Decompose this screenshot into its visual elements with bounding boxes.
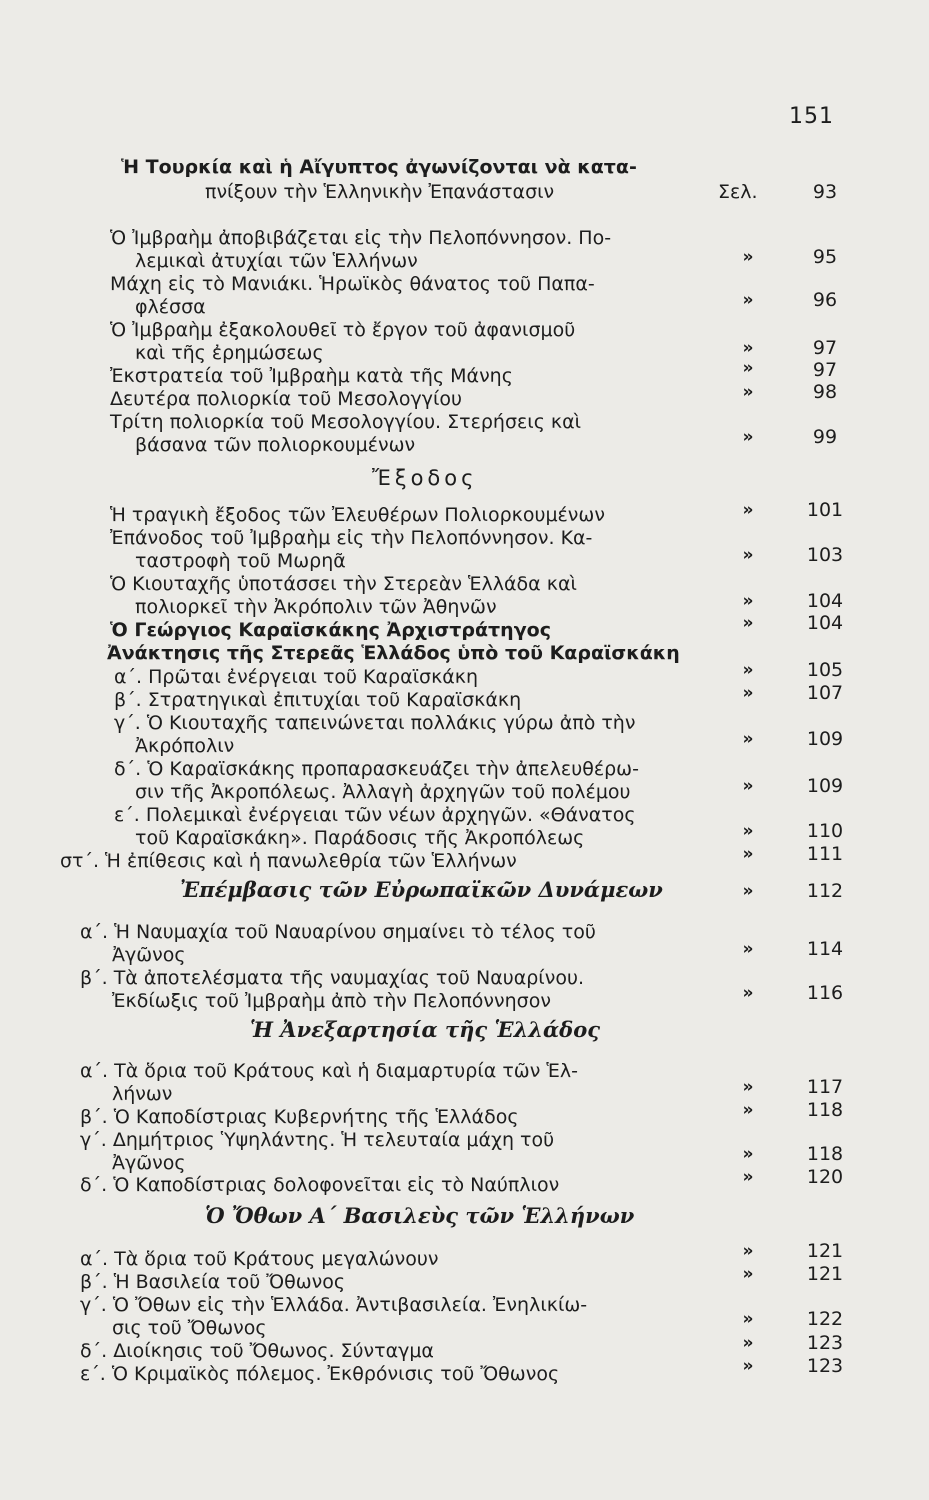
toc-entry-line: Ἐπάνοδος τοῦ Ἰμβραὴμ εἰς τὴν Πελοπόννησον. Κα- bbox=[110, 527, 593, 549]
page-ref: 118 bbox=[806, 1143, 844, 1165]
section-heading: Ἔξοδος bbox=[372, 466, 478, 490]
toc-entry-line: πολιορκεῖ τὴν Ἀκρόπολιν τῶν Ἀθηνῶν bbox=[135, 596, 497, 618]
toc-entry-line: Δευτέρα πολιορκία τοῦ Μεσολογγίου bbox=[110, 388, 463, 410]
ditto-mark: » bbox=[742, 1077, 754, 1097]
toc-entry-line: δ΄. Ὁ Καραϊσκάκης προπαρασκευάζει τὴν ἀπελευθέρω- bbox=[114, 758, 639, 780]
ditto-mark: » bbox=[742, 1144, 754, 1164]
toc-entry-line: Ὁ Γεώργιος Καραϊσκάκης Ἀρχιστράτηγος bbox=[110, 619, 551, 641]
page-ref: 114 bbox=[806, 938, 844, 960]
toc-entry-line: Μάχη εἰς τὸ Μανιάκι. Ἡρωϊκὸς θάνατος τοῦ Παπα- bbox=[110, 273, 595, 295]
page-ref: 95 bbox=[812, 246, 838, 268]
page-ref: 97 bbox=[812, 359, 838, 381]
ditto-mark: » bbox=[742, 939, 754, 959]
toc-entry-line: Ἀκρόπολιν bbox=[135, 735, 235, 757]
toc-entry-line: καὶ τῆς ἐρημώσεως bbox=[135, 342, 324, 364]
toc-entry-line: λεμικαὶ ἀτυχίαι τῶν Ἑλλήνων bbox=[135, 250, 418, 272]
toc-entry-line: στ΄. Ἡ ἐπίθεσις καὶ ἡ πανωλεθρία τῶν Ἑλλήνων bbox=[60, 850, 517, 872]
ditto-mark: » bbox=[742, 881, 754, 901]
ditto-mark: » bbox=[742, 844, 754, 864]
page-ref: 99 bbox=[812, 426, 838, 448]
toc-entry-line: Ἡ τραγικὴ ἔξοδος τῶν Ἐλευθέρων Πολιορκουμένων bbox=[110, 504, 605, 526]
sel-label: Σελ. bbox=[718, 181, 758, 203]
toc-entry-line: β΄. Τὰ ἀποτελέσματα τῆς ναυμαχίας τοῦ Ναυαρίνου. bbox=[80, 967, 584, 989]
toc-entry-line: Ἀγῶνος bbox=[112, 944, 186, 966]
toc-entry-line: Τρίτη πολιορκία τοῦ Μεσολογγίου. Στερήσεις καὶ bbox=[110, 411, 582, 433]
toc-entry-line: γ΄. Ὁ Κιουταχῆς ταπεινώνεται πολλάκις γύρω ἀπὸ τὴν bbox=[114, 712, 636, 734]
page-ref: 109 bbox=[806, 728, 844, 750]
section-heading: Ἐπέμβασις τῶν Εὐρωπαϊκῶν Δυνάμεων bbox=[180, 877, 663, 902]
toc-entry-line: β΄. Στρατηγικαὶ ἐπιτυχίαι τοῦ Καραϊσκάκη bbox=[114, 689, 522, 711]
ditto-mark: » bbox=[742, 500, 754, 520]
page-ref: 123 bbox=[806, 1332, 844, 1354]
toc-entry-line: πνίξουν τὴν Ἑλληνικὴν Ἐπανάστασιν bbox=[205, 181, 555, 203]
toc-entry-line: σιν τῆς Ἀκροπόλεως. Ἀλλαγὴ ἀρχηγῶν τοῦ πολέμου bbox=[135, 781, 631, 803]
toc-entry-line: λήνων bbox=[112, 1083, 173, 1105]
ditto-mark: » bbox=[742, 1100, 754, 1120]
page-ref: 98 bbox=[812, 381, 838, 403]
page-ref: 117 bbox=[806, 1076, 844, 1098]
ditto-mark: » bbox=[742, 821, 754, 841]
page-ref: 122 bbox=[806, 1308, 844, 1330]
ditto-mark: » bbox=[742, 1264, 754, 1284]
page-ref: 93 bbox=[812, 181, 838, 203]
section-heading: Ἡ Ἀνεξαρτησία τῆς Ἑλλάδος bbox=[250, 1017, 600, 1042]
toc-entry-line: δ΄. Ὁ Καποδίστριας δολοφονεῖται εἰς τὸ Ναύπλιον bbox=[80, 1174, 560, 1196]
ditto-mark: » bbox=[742, 545, 754, 565]
page-ref: 101 bbox=[806, 499, 844, 521]
toc-entry-line: Ἐκδίωξις τοῦ Ἰμβραὴμ ἀπὸ τὴν Πελοπόννησον bbox=[112, 990, 551, 1012]
toc-entry-line: δ΄. Διοίκησις τοῦ Ὄθωνος. Σύνταγμα bbox=[80, 1340, 434, 1362]
toc-entry-line: Ἡ Τουρκία καὶ ἡ Αἴγυπτος ἀγωνίζονται νὰ κατα- bbox=[121, 156, 637, 178]
ditto-mark: » bbox=[742, 1241, 754, 1261]
ditto-mark: » bbox=[742, 1356, 754, 1376]
page-ref: 104 bbox=[806, 590, 844, 612]
page-ref: 116 bbox=[806, 982, 844, 1004]
toc-entry-line: Ὁ Κιουταχῆς ὑποτάσσει τὴν Στερεὰν Ἑλλάδα καὶ bbox=[110, 573, 577, 595]
ditto-mark: » bbox=[742, 338, 754, 358]
toc-entry-line: β΄. Ὁ Καποδίστριας Κυβερνήτης τῆς Ἑλλάδος bbox=[80, 1106, 519, 1128]
toc-entry-line: ταστροφὴ τοῦ Μωρηᾶ bbox=[135, 550, 346, 572]
section-heading: Ὁ Ὄθων Α΄ Βασιλεὺς τῶν Ἑλλήνων bbox=[205, 1203, 635, 1228]
toc-entry-line: β΄. Ἡ Βασιλεία τοῦ Ὄθωνος bbox=[80, 1271, 346, 1293]
toc-entry-line: γ΄. Δημήτριος Ὑψηλάντης. Ἡ τελευταία μάχη τοῦ bbox=[80, 1129, 555, 1151]
ditto-mark: » bbox=[742, 729, 754, 749]
toc-entry-line: Ἐκστρατεία τοῦ Ἰμβραὴμ κατὰ τῆς Μάνης bbox=[110, 365, 513, 387]
ditto-mark: » bbox=[742, 983, 754, 1003]
page-ref: 97 bbox=[812, 337, 838, 359]
page-ref: 96 bbox=[812, 289, 838, 311]
ditto-mark: » bbox=[742, 427, 754, 447]
toc-entry-line: σις τοῦ Ὄθωνος bbox=[112, 1317, 267, 1339]
toc-entry-line: Ὁ Ἰμβραὴμ ἐξακολουθεῖ τὸ ἔργον τοῦ ἀφανισμοῦ bbox=[110, 319, 576, 341]
page-ref: 112 bbox=[806, 880, 844, 902]
toc-entry-line: α΄. Ἡ Ναυμαχία τοῦ Ναυαρίνου σημαίνει τὸ τέλος τοῦ bbox=[80, 921, 596, 943]
page-ref: 103 bbox=[806, 544, 844, 566]
ditto-mark: » bbox=[742, 776, 754, 796]
page-ref: 121 bbox=[806, 1240, 844, 1262]
toc-entry-line: τοῦ Καραϊσκάκη». Παράδοσις τῆς Ἀκροπόλεως bbox=[135, 827, 585, 849]
ditto-mark: » bbox=[742, 613, 754, 633]
toc-entry-line: ε΄. Πολεμικαὶ ἐνέργειαι τῶν νέων ἀρχηγῶν. «Θάνατος bbox=[114, 804, 636, 826]
page-ref: 110 bbox=[806, 820, 844, 842]
toc-entry-line: Ὁ Ἰμβραὴμ ἀποβιβάζεται εἰς τὴν Πελοπόννησον. Πο- bbox=[110, 227, 612, 249]
toc-entry-line: βάσανα τῶν πολιορκουμένων bbox=[135, 434, 416, 456]
ditto-mark: » bbox=[742, 382, 754, 402]
toc-entry-line: Ἀνάκτησις τῆς Στερεᾶς Ἑλλάδος ὑπὸ τοῦ Καραϊσκάκη bbox=[107, 642, 680, 664]
ditto-mark: » bbox=[742, 247, 754, 267]
ditto-mark: » bbox=[742, 358, 754, 378]
ditto-mark: » bbox=[742, 290, 754, 310]
page-number: 151 bbox=[789, 104, 834, 129]
toc-entry-line: γ΄. Ὁ Ὄθων εἰς τὴν Ἑλλάδα. Ἀντιβασιλεία. Ἐνηλικίω- bbox=[80, 1294, 588, 1316]
page-ref: 104 bbox=[806, 612, 844, 634]
page-ref: 109 bbox=[806, 775, 844, 797]
toc-entry-line: Ἀγῶνος bbox=[112, 1152, 186, 1174]
toc-entry-line: ε΄. Ὁ Κριμαϊκὸς πόλεμος. Ἐκθρόνισις τοῦ Ὄθωνος bbox=[80, 1363, 560, 1385]
page-ref: 107 bbox=[806, 682, 844, 704]
toc-entry-line: α΄. Πρῶται ἐνέργειαι τοῦ Καραϊσκάκη bbox=[114, 666, 479, 688]
toc-entry-line: φλέσσα bbox=[135, 296, 206, 318]
toc-entry-line: α΄. Τὰ ὅρια τοῦ Κράτους καὶ ἡ διαμαρτυρία τῶν Ἑλ- bbox=[80, 1060, 578, 1082]
ditto-mark: » bbox=[742, 591, 754, 611]
toc-entry-line: α΄. Τὰ ὅρια τοῦ Κράτους μεγαλώνουν bbox=[80, 1248, 439, 1270]
page-ref: 118 bbox=[806, 1099, 844, 1121]
ditto-mark: » bbox=[742, 1309, 754, 1329]
page-ref: 111 bbox=[806, 843, 844, 865]
ditto-mark: » bbox=[742, 683, 754, 703]
ditto-mark: » bbox=[742, 660, 754, 680]
ditto-mark: » bbox=[742, 1333, 754, 1353]
page-ref: 105 bbox=[806, 659, 844, 681]
page-ref: 123 bbox=[806, 1355, 844, 1377]
page-ref: 120 bbox=[806, 1166, 844, 1188]
ditto-mark: » bbox=[742, 1167, 754, 1187]
page-ref: 121 bbox=[806, 1263, 844, 1285]
